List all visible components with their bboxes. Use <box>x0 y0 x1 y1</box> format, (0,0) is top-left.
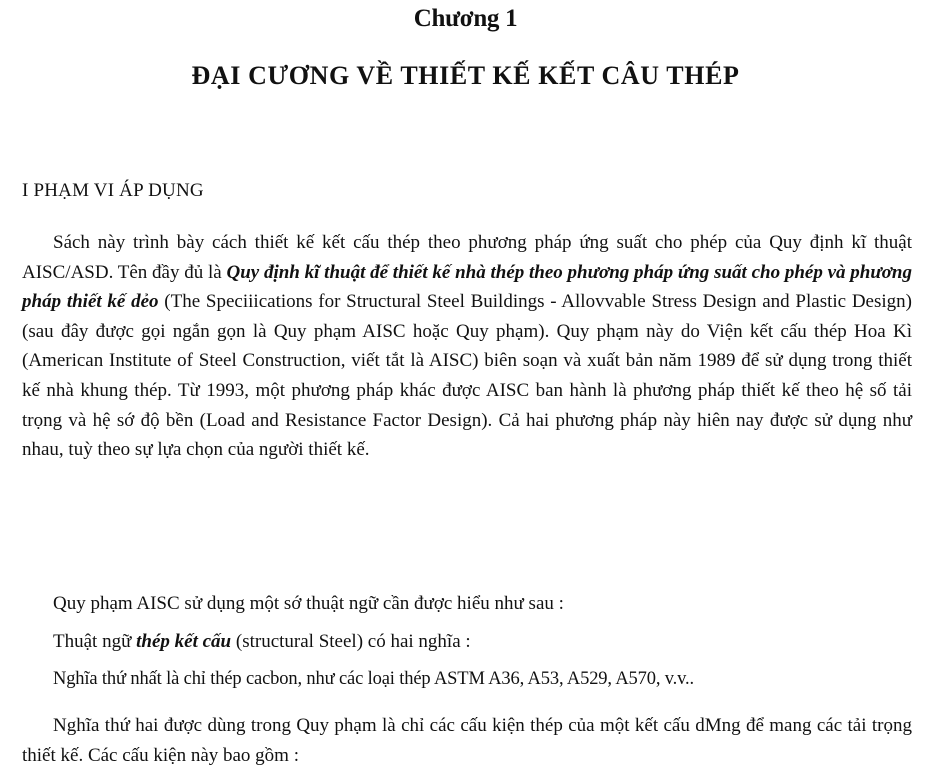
paragraph-intro-text-a: Sách này trình bày cách thiết kế kết cấu thép theo phương pháp ứng suất cho phép của Quy định kĩ thuật AISC/ASD. Tên đầy đủ là <box>22 232 912 283</box>
paragraph-structural-steel-text-c: (structural Steel) có hai nghĩa : <box>231 631 471 652</box>
paragraph-terms-intro: Quy phạm AISC sử dụng một sớ thuật ngữ cần được hiểu như sau : <box>53 593 564 614</box>
paragraph-meaning-one: Nghĩa thứ nhất là chỉ thép cacbon, như các loại thép ASTM A36, A53, A529, A570, v.v.. <box>53 669 695 689</box>
paragraph-intro <box>22 228 912 465</box>
paragraph-structural-steel <box>22 627 902 657</box>
chapter-title: ĐẠI CƯƠNG VỀ THIẾT KẾ KẾT CÂU THÉP <box>191 61 740 90</box>
paragraph-intro-emphasis: Quy định kĩ thuật để thiết kế nhà thép theo phương pháp ứng suất cho phép và phương pháp thiết kế dẻo <box>22 261 912 313</box>
chapter-heading: Chương 1 <box>413 5 518 32</box>
term-structural-steel: thép kết cấu <box>136 631 232 652</box>
paragraph-intro-text-c: (The Speciiications for Structural Steel Buildings - Allovvable Stress Design and Plastic Design) (sau đây được gọi ngắn gọn là Quy phạm AISC hoặc Quy phạm). Quy phạm này do Viện kết cấu thép Hoa Kì (American Institute of Steel Construction, viết tắt là AISC) biên soạn và xuất bản năm 1989 để sử dụng trong thiết kế nhà khung thép. Từ 1993, một phương pháp khác được AISC ban hành là phương pháp thiết kế theo hệ số tải trọng và hệ sớ độ bền (Load and Resistance Factor Design). Cả hai phương pháp này hiên nay được sử dụng như nhau, tuỳ theo sự lựa chọn của người thiết kế. <box>22 291 912 461</box>
section-heading: I PHẠM VI ÁP DỤNG <box>22 180 204 201</box>
paragraph-meaning-two: Nghĩa thứ hai được dùng trong Quy phạm là chỉ các cấu kiện thép của một kết cấu dMng để mang các tải trọng thiết kế. Các cấu kiện này bao gồm : <box>22 715 912 766</box>
paragraph-structural-steel-text-a: Thuật ngữ <box>53 631 137 652</box>
